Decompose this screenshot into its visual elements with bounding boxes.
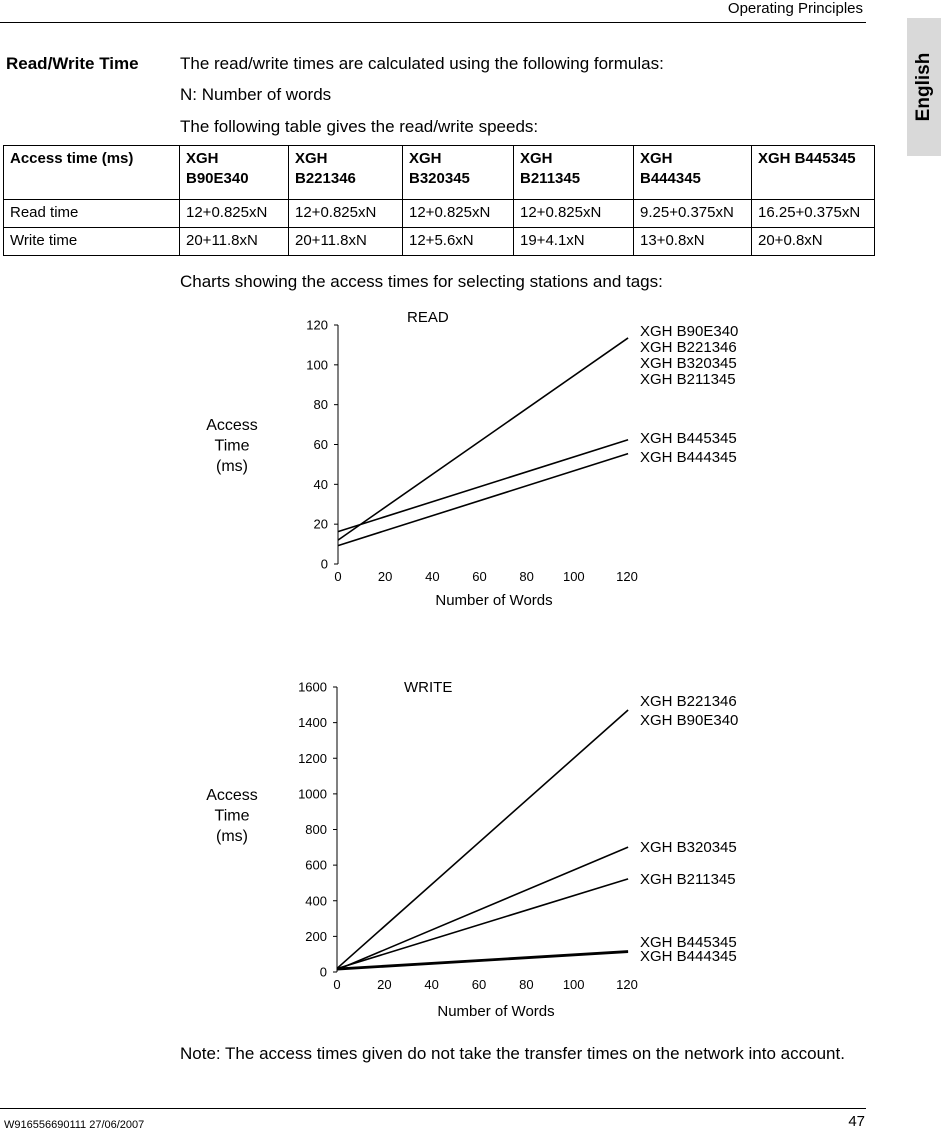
charts-intro: Charts showing the access times for selecting stations and tags: <box>180 272 663 291</box>
y-tick-label: 600 <box>305 857 327 873</box>
series-label: XGH B221346 <box>640 693 737 710</box>
x-tick-label: 20 <box>377 569 393 584</box>
table-row-read <box>4 200 875 228</box>
x-tick-label: 40 <box>424 977 439 992</box>
y-tick-label: 100 <box>306 357 328 373</box>
x-tick-label: 100 <box>562 977 585 992</box>
table-cell: 12+5.6xN <box>403 228 514 256</box>
table-cell: Write time <box>4 228 180 256</box>
table-cell: 12+0.825xN <box>180 200 289 228</box>
x-axis-label: Number of Words <box>435 592 553 609</box>
header-rule <box>0 22 866 23</box>
table-cell: 12+0.825xN <box>289 200 403 228</box>
y-tick-label: 0 <box>319 964 327 980</box>
x-tick-label: 0 <box>334 569 342 584</box>
y-tick-label: 1400 <box>298 715 327 731</box>
header-access-time: Access time (ms) <box>4 146 180 200</box>
y-tick-label: 1600 <box>298 679 327 695</box>
table-cell: 16.25+0.375xN <box>752 200 875 228</box>
y-tick-label: 40 <box>313 476 328 492</box>
series-label: XGH B444345 <box>640 449 737 466</box>
running-header-title: Operating Principles <box>727 0 863 17</box>
x-tick-label: 20 <box>377 977 392 992</box>
y-axis-label: Access <box>206 787 258 804</box>
x-tick-label: 120 <box>616 977 638 992</box>
header-b445345: XGH B445345 <box>752 146 875 200</box>
y-axis-label: Time <box>214 437 250 455</box>
table-cell: 19+4.1xN <box>514 228 634 256</box>
x-tick-label: 60 <box>472 569 487 584</box>
y-tick-label: 800 <box>305 822 327 837</box>
table-intro: The following table gives the read/write speeds: <box>180 117 539 136</box>
read-chart-svg <box>0 300 800 620</box>
x-tick-label: 100 <box>562 569 585 584</box>
side-tab-label: English <box>913 52 934 122</box>
page-number: 47 <box>848 1113 865 1130</box>
table-row-write <box>4 228 875 256</box>
header-b444345: XGH B444345 <box>634 146 752 200</box>
table-cell: 13+0.8xN <box>634 228 752 256</box>
series-line-2 <box>338 440 628 532</box>
series-line-1 <box>337 710 628 968</box>
y-tick-label: 20 <box>313 516 328 532</box>
n-definition: N: Number of words <box>180 85 332 104</box>
x-tick-label: 40 <box>425 569 440 584</box>
series-label: XGH B320345 <box>640 355 737 372</box>
y-tick-label: 1000 <box>298 786 327 802</box>
table-cell: 20+11.8xN <box>180 228 289 256</box>
series-label: XGH B90E340 <box>640 323 739 340</box>
y-axis-label: (ms) <box>216 458 248 475</box>
y-tick-label: 200 <box>305 928 327 944</box>
series-label: XGH B445345 <box>640 934 737 951</box>
series-label: XGH B320345 <box>640 839 737 856</box>
y-axis-label: Time <box>214 807 250 825</box>
section-title: Read/Write Time <box>6 54 139 73</box>
y-tick-label: 0 <box>320 556 328 572</box>
y-axis-label: Access <box>206 417 258 434</box>
x-tick-label: 0 <box>333 977 341 992</box>
series-line-3 <box>338 454 628 546</box>
series-line-2 <box>337 847 628 970</box>
write-chart-svg <box>0 670 800 1025</box>
series-line-4 <box>337 951 628 968</box>
y-tick-label: 120 <box>306 317 328 333</box>
series-line-1 <box>338 338 628 540</box>
series-label: XGH B221346 <box>640 339 737 356</box>
table-header-row <box>4 146 875 200</box>
read-chart <box>0 300 800 620</box>
y-tick-label: 60 <box>313 437 328 452</box>
read-write-speed-table <box>3 145 875 256</box>
table-cell: 20+0.8xN <box>752 228 875 256</box>
y-axis-label: (ms) <box>216 828 248 845</box>
series-label: XGH B445345 <box>640 430 737 447</box>
header-b211345: XGH B211345 <box>514 146 634 200</box>
document-reference: W916556690111 27/06/2007 <box>4 1119 145 1131</box>
footnote: Note: The access times given do not take the transfer times on the network into account. <box>180 1044 845 1063</box>
intro-text: The read/write times are calculated using the following formulas: <box>180 54 664 73</box>
header-b320345: XGH B320345 <box>403 146 514 200</box>
table-cell: 9.25+0.375xN <box>634 200 752 228</box>
series-label: XGH B444345 <box>640 948 737 965</box>
series-label: XGH B211345 <box>640 371 736 388</box>
series-label: XGH B90E340 <box>640 712 739 729</box>
x-tick-label: 80 <box>519 569 534 584</box>
language-side-tab <box>907 18 941 156</box>
chart-title: WRITE <box>404 679 453 696</box>
footer-rule <box>0 1108 866 1109</box>
y-tick-label: 1200 <box>298 750 327 766</box>
x-tick-label: 80 <box>519 977 534 992</box>
x-tick-label: 60 <box>471 977 487 992</box>
table-cell: 12+0.825xN <box>403 200 514 228</box>
header-b90e340: XGH B90E340 <box>180 146 289 200</box>
y-tick-label: 400 <box>305 893 327 909</box>
series-label: XGH B211345 <box>640 871 736 888</box>
chart-title: READ <box>407 309 449 326</box>
table-cell: Read time <box>4 200 180 228</box>
y-tick-label: 80 <box>313 397 328 413</box>
write-chart <box>0 670 800 1025</box>
header-b221346: XGH B221346 <box>289 146 403 200</box>
table-cell: 12+0.825xN <box>514 200 634 228</box>
x-axis-label: Number of Words <box>437 1003 555 1020</box>
table-cell: 20+11.8xN <box>289 228 403 256</box>
x-tick-label: 120 <box>616 569 638 584</box>
